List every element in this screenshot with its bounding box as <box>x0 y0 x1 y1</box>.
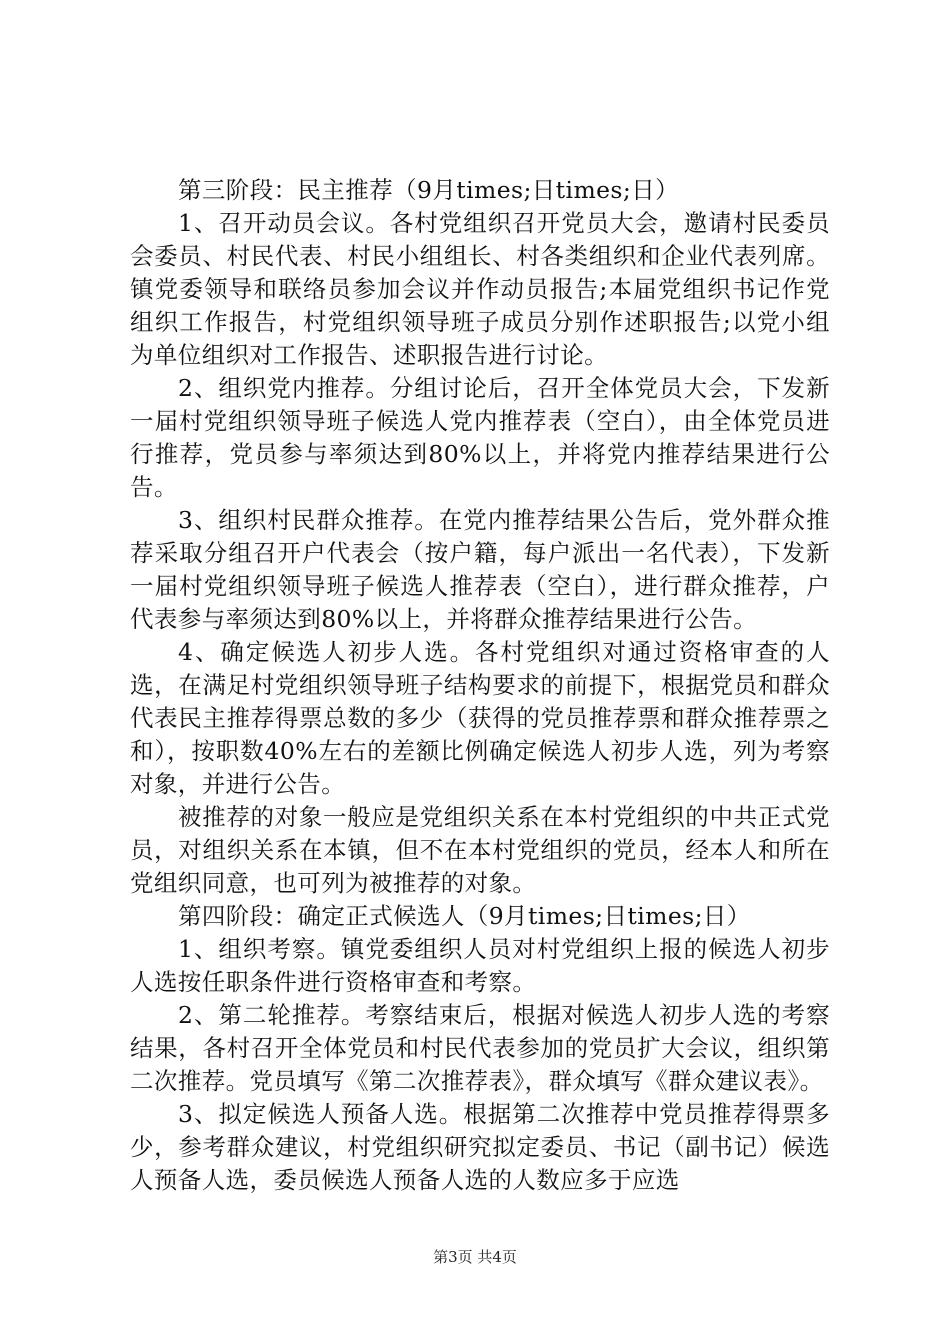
paragraph-recommended-eligibility: 被推荐的对象一般应是党组织关系在本村党组织的中共正式党员，对组织关系在本镇，但不在本村党组织的党员，经本人和所在党组织同意，也可列为被推荐的对象。 <box>130 803 830 897</box>
paragraph-mobilization-meeting: 1、召开动员会议。各村党组织召开党员大会，邀请村民委员会委员、村民代表、村民小组组长、村各类组织和企业代表列席。镇党委领导和联络员参加会议并作动员报告;本届党组织书记作党组织工作报告，村党组织领导班子成员分别作述职报告;以党小组为单位组织对工作报告、述职报告进行讨论。 <box>130 209 830 369</box>
page-number-footer: 第3页 共4页 <box>433 1248 517 1266</box>
paragraph-initial-candidates: 4、确定候选人初步人选。各村党组织对通过资格审查的人选，在满足村党组织领导班子结构要求的前提下，根据党员和群众代表民主推荐得票总数的多少（获得的党员推荐票和群众推荐票之和），按职数40%左右的差额比例确定候选人初步人选，列为考察对象，并进行公告。 <box>130 638 830 798</box>
paragraph-party-recommendation: 2、组织党内推荐。分组讨论后，召开全体党员大会，下发新一届村党组织领导班子候选人党内推荐表（空白），由全体党员进行推荐，党员参与率须达到80%以上，并将党内推荐结果进行公告。 <box>130 374 830 501</box>
section-heading-stage-4: 第四阶段：确定正式候选人（9月times;日times;日） <box>178 902 751 930</box>
paragraph-villager-recommendation: 3、组织村民群众推荐。在党内推荐结果公告后，党外群众推荐采取分组召开户代表会（按户籍，每户派出一名代表），下发新一届村党组织领导班子候选人推荐表（空白），进行群众推荐，户代表参与率须达到80%以上，并将群众推荐结果进行公告。 <box>130 506 830 633</box>
section-heading-stage-3: 第三阶段：民主推荐（9月times;日times;日） <box>178 176 680 204</box>
paragraph-preliminary-candidates: 3、拟定候选人预备人选。根据第二次推荐中党员推荐得票多少，参考群众建议，村党组织研究拟定委员、书记（副书记）候选人预备人选，委员候选人预备人选的人数应多于应选 <box>130 1100 830 1194</box>
paragraph-second-round-recommendation: 2、第二轮推荐。考察结束后，根据对候选人初步人选的考察结果，各村召开全体党员和村民代表参加的党员扩大会议，组织第二次推荐。党员填写《第二次推荐表》，群众填写《群众建议表》。 <box>130 1001 830 1095</box>
document-body <box>130 174 830 1197</box>
paragraph-organizational-inspection: 1、组织考察。镇党委组织人员对村党组织上报的候选人初步人选按任职条件进行资格审查和考察。 <box>130 935 830 996</box>
